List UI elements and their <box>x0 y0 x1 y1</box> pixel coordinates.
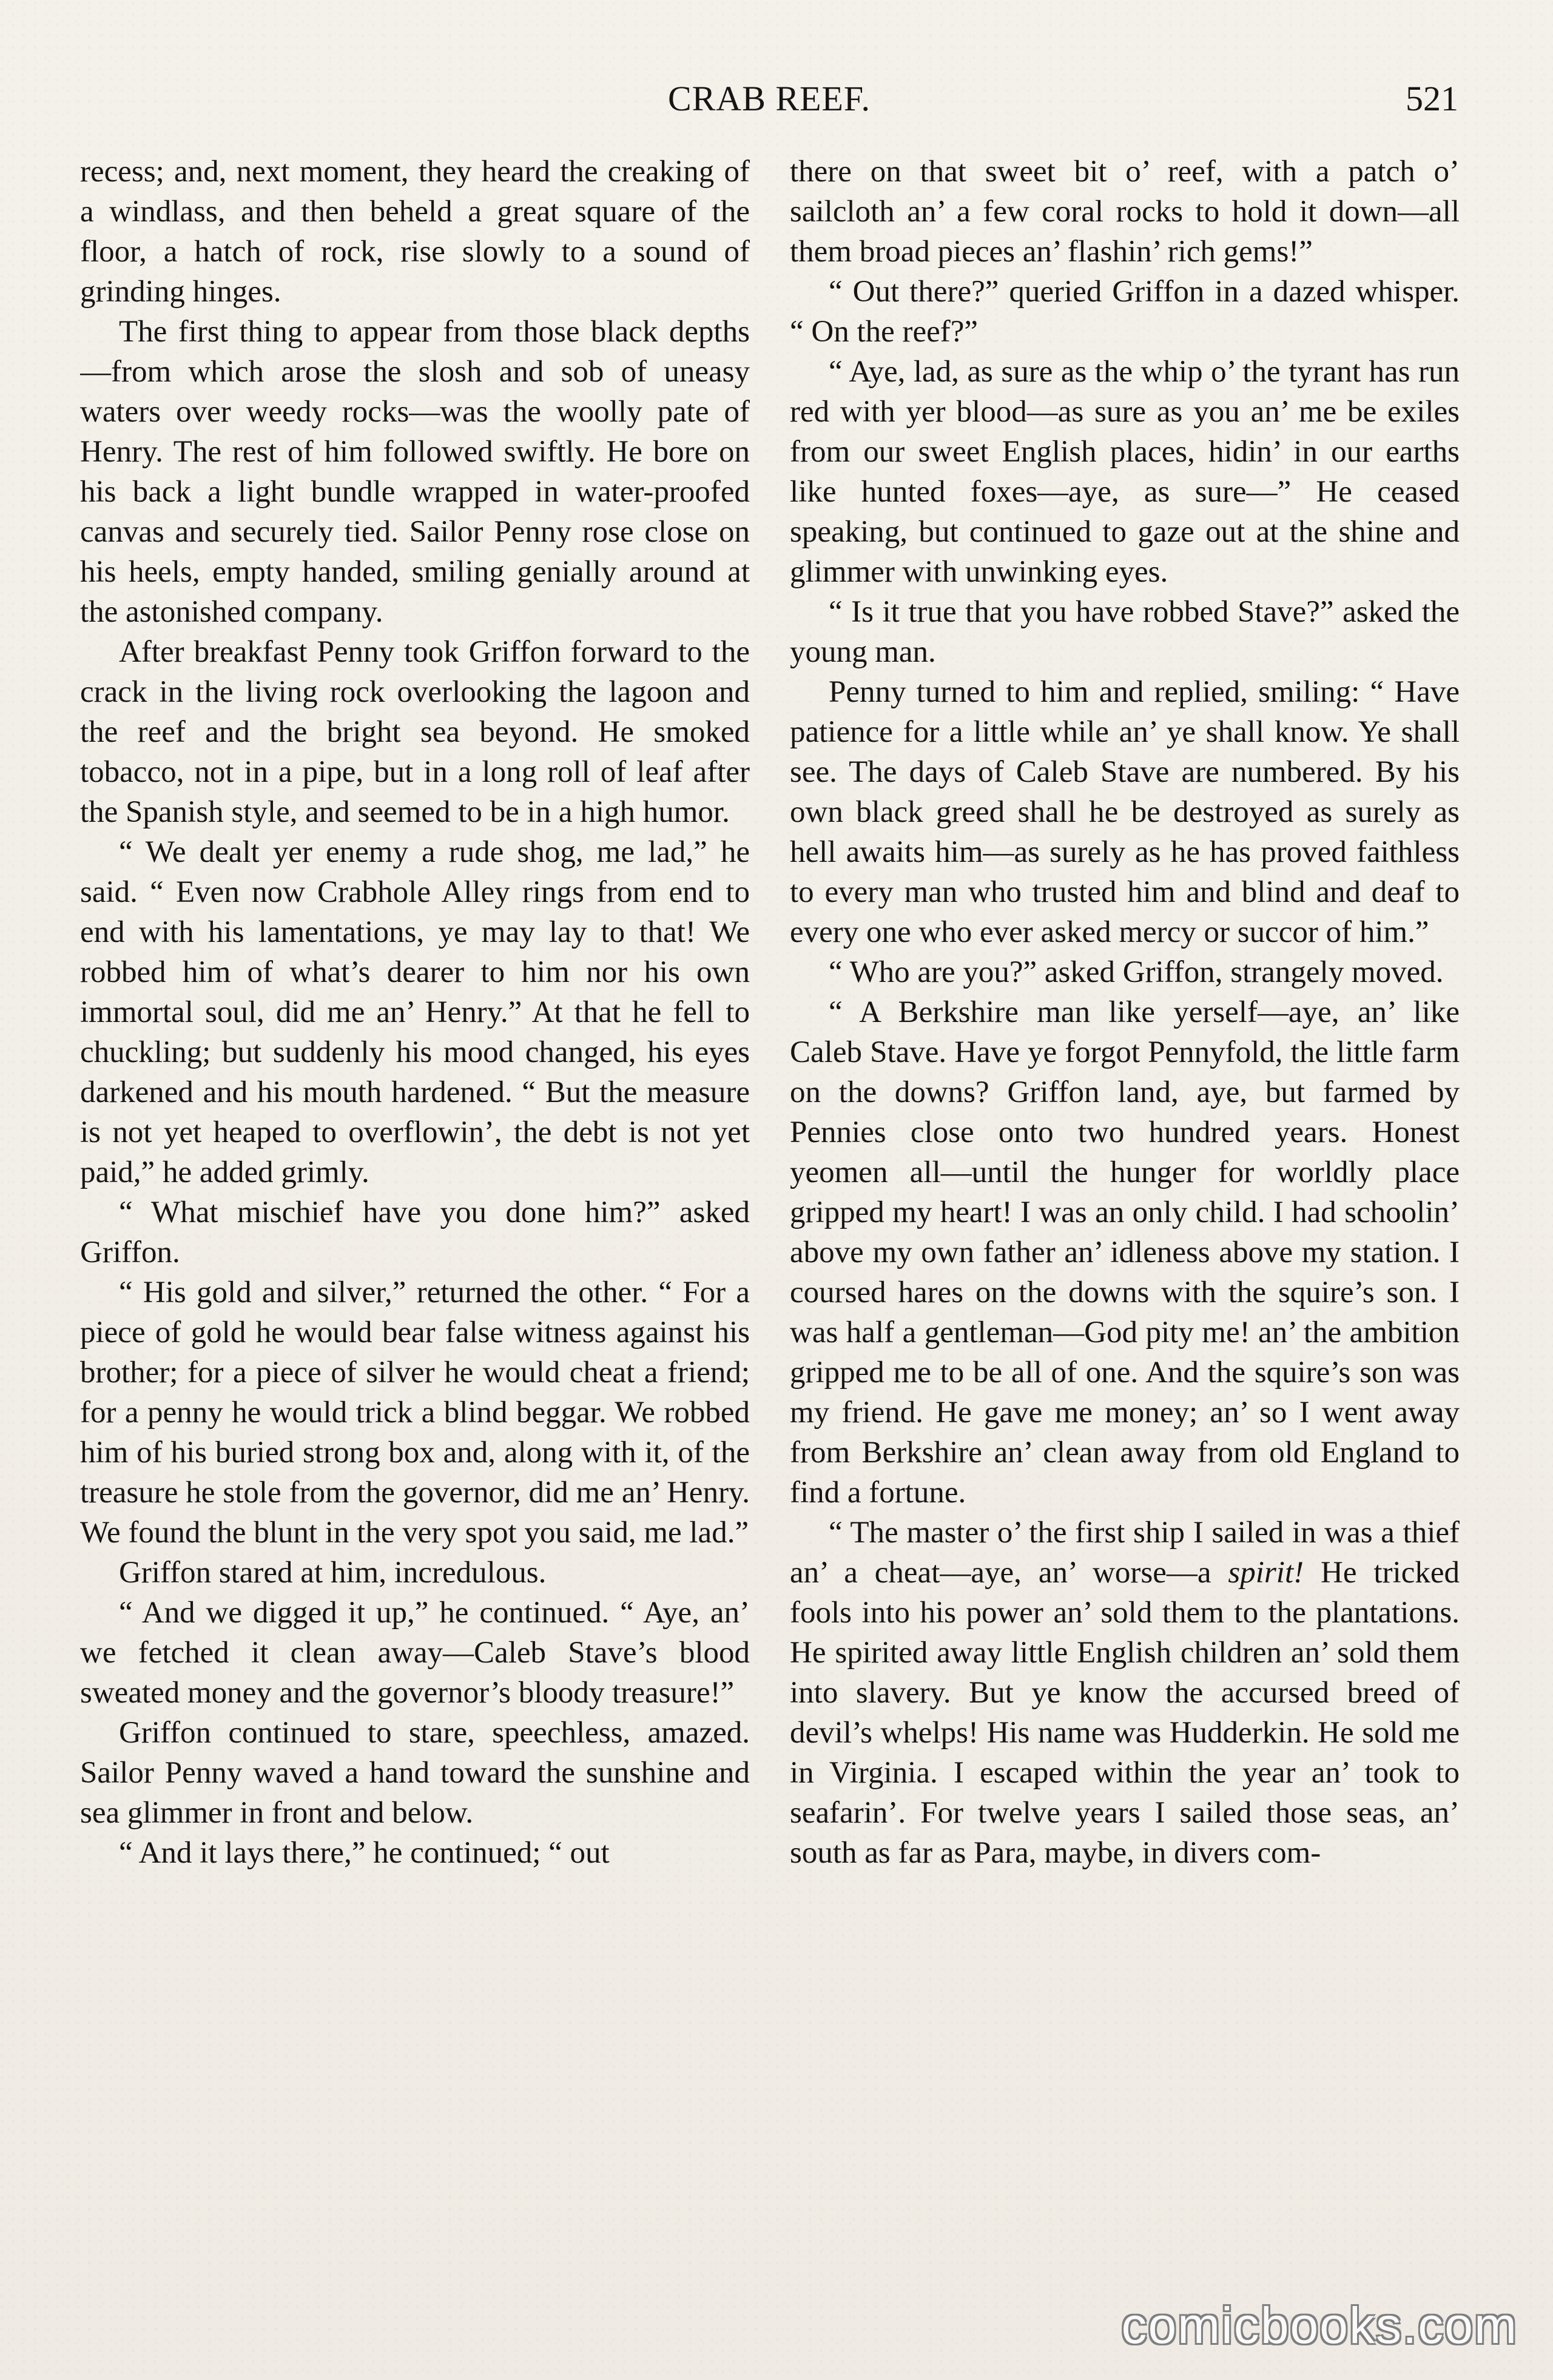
watermark: comicbooks.com <box>1121 2297 1518 2354</box>
paragraph: there on that sweet bit o’ reef, with a patch o’ sailcloth an’ a few coral rocks to hold it down—all them broad pieces an’ flashin’ rich gems!” <box>790 155 1460 269</box>
paragraph: “ Who are you?” asked Griffon, strangely moved. <box>829 955 1444 989</box>
paragraph: “ His gold and silver,” returned the other. “ For a piece of gold he would bear false witness against his brother; for a piece of silver he would cheat a friend; for a penny he would trick a blind beggar. We robbed him of his buried strong box and, along with it, of the treasure he stole from the governor, did me an’ Henry. We found the blunt in the very spot you said, me lad.” <box>80 1276 750 1550</box>
paragraph: The first thing to appear from those black depths—from which arose the slosh and sob of uneasy waters over weedy rocks—was the woolly pate of Henry. The rest of him followed swiftly. He bore on his back a light bundle wrapped in water-proofed canvas and securely tied. Sailor Penny rose close on his heels, empty handed, smiling genially around at the astonished company. <box>80 315 750 629</box>
paragraph-text: “ The master o’ the first ship I sailed in was a thief an’ a cheat—aye, an’ worse—a <box>790 1516 1460 1590</box>
paragraph: “ And it lays there,” he continued; “ out <box>119 1836 610 1870</box>
left-column <box>80 152 750 2287</box>
italic-word: spirit! <box>1228 1556 1304 1590</box>
paragraph: “ And we digged it up,” he continued. “ Aye, an’ we fetched it clean away—Caleb Stave’s blood sweated money and the governor’s bloody treasure!” <box>80 1596 750 1710</box>
paragraph: Penny turned to him and replied, smiling: “ Have patience for a little while an’ ye shall know. Ye shall see. The days of Caleb Stave are numbered. By his own black greed shall he be destroyed as surely as hell awaits him—as surely as he has proved faithless to every man who trusted him and blind and deaf to every one who ever asked mercy or succor of him.” <box>790 675 1460 949</box>
paragraph: Griffon stared at him, incredulous. <box>119 1556 547 1590</box>
paragraph <box>790 1513 1460 1873</box>
paragraph-text: He tricked fools into his power an’ sold them to the plantations. He spirited away little English children an’ sold them into slavery. But ye know the accursed breed of devil’s whelps! His name was Hudderkin. He sold me in Virginia. I escaped within the year an’ took to seafarin’. For twelve years I sailed those seas, an’ south as far as Para, maybe, in divers com- <box>790 1556 1460 1870</box>
paragraph: After breakfast Penny took Griffon forward to the crack in the living rock overlooking the lagoon and the reef and the bright sea beyond. He smoked tobacco, not in a pipe, but in a long roll of leaf after the Spanish style, and seemed to be in a high humor. <box>80 635 750 829</box>
right-column <box>790 152 1460 2287</box>
paragraph: “ Aye, lad, as sure as the whip o’ the tyrant has run red with yer blood—as sure as you an’ me be exiles from our sweet English places, hidin’ in our earths like hunted foxes—aye, as sure—” He ceased speaking, but continued to gaze out at the shine and glimmer with unwinking eyes. <box>790 355 1460 589</box>
page-number: 521 <box>1406 79 1458 118</box>
paragraph: “ A Berkshire man like yerself—aye, an’ like Caleb Stave. Have ye forgot Pennyfold, the little farm on the downs? Griffon land, aye, but farmed by Pennies close onto two hundred years. Honest yeomen all—until the hunger for worldly place gripped my heart! I was an only child. I had schoolin’ above my own father an’ idleness above my station. I coursed hares on the downs with the squire’s son. I was half a gentleman—God pity me! an’ the ambition gripped me to be all of one. And the squire’s son was my friend. He gave me money; an’ so I went away from Berkshire an’ clean away from old England to find a fortune. <box>790 995 1460 1510</box>
paragraph: “ Is it true that you have robbed Stave?” asked the young man. <box>790 595 1460 669</box>
paragraph: Griffon continued to stare, speechless, amazed. Sailor Penny waved a hand toward the sunshine and sea glimmer in front and below. <box>80 1716 750 1830</box>
running-title: CRAB REEF. <box>667 79 871 118</box>
paragraph: “ Out there?” queried Griffon in a dazed whisper. “ On the reef?” <box>790 275 1460 349</box>
page-header <box>80 78 1458 120</box>
paragraph: recess; and, next moment, they heard the creaking of a windlass, and then beheld a great square of the floor, a hatch of rock, rise slowly to a sound of grinding hinges. <box>80 155 750 309</box>
paragraph: “ We dealt yer enemy a rude shog, me lad,” he said. “ Even now Crabhole Alley rings from end to end with his lamentations, ye may lay to that! We robbed him of what’s dearer to him nor his own immortal soul, did me an’ Henry.” At that he fell to chuckling; but suddenly his mood changed, his eyes darkened and his mouth hardened. “ But the measure is not yet heaped to overflowin’, the debt is not yet paid,” he added grimly. <box>80 835 750 1189</box>
paragraph: “ What mischief have you done him?” asked Griffon. <box>80 1195 750 1269</box>
